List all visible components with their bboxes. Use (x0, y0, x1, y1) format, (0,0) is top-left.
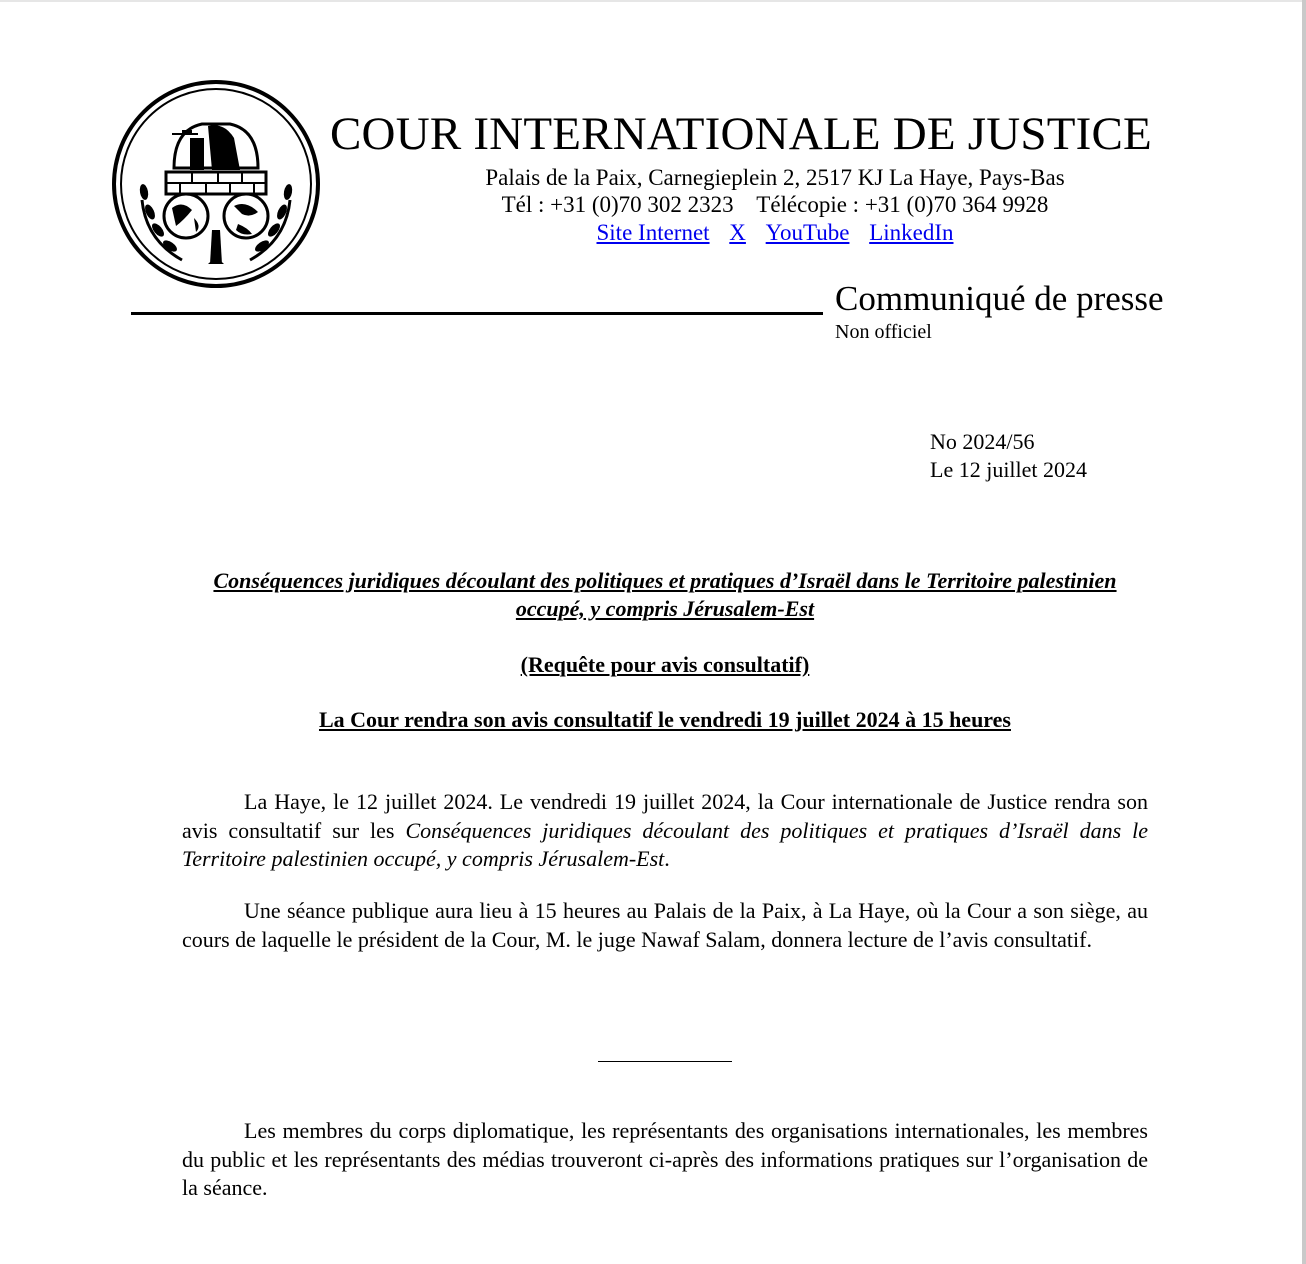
request-type: (Requête pour avis consultatif) (520, 652, 810, 677)
release-number: No 2024/56 (930, 429, 1035, 454)
paragraph-1 (182, 788, 1148, 874)
section-separator (598, 1061, 732, 1062)
release-date: Le 12 juillet 2024 (930, 457, 1088, 482)
press-release-title: Communiqué de presse (835, 279, 1164, 318)
link-site-internet[interactable]: Site Internet (596, 220, 710, 245)
press-release-subtitle: Non officiel (835, 321, 932, 343)
link-linkedin[interactable]: LinkedIn (869, 220, 954, 245)
reference-block (930, 428, 1087, 484)
court-address: Palais de la Paix, Carnegieplein 2, 2517 KJ La Haye, Pays-Bas (485, 165, 1065, 190)
paragraph-1-end: . (664, 846, 670, 871)
court-name: COUR INTERNATIONALE DE JUSTICE (330, 108, 1152, 160)
link-youtube[interactable]: YouTube (765, 220, 850, 245)
court-seal-logo (112, 80, 320, 288)
page-right-border (1302, 0, 1306, 1264)
paragraph-1-case-italic: Conséquences juridiques découlant des politiques et pratiques d’Israël dans le Territoire palestinien occupé, y compris Jérusalem-Est (182, 817, 1148, 871)
case-title: Conséquences juridiques découlant des politiques et pratiques d’Israël dans le Territoire palestinien occupé, y compris Jérusalem-Est (213, 568, 1117, 621)
court-phone-fax: Tél : +31 (0)70 302 2323 Télécopie : +31 (0)70 364 9928 (501, 192, 1049, 217)
headline: La Cour rendra son avis consultatif le vendredi 19 juillet 2024 à 15 heures (318, 707, 1011, 732)
paragraph-2: Une séance publique aura lieu à 15 heures au Palais de la Paix, à La Haye, où la Cour a son siège, au cours de laquelle le président de la Cour, M. le juge Nawaf Salam, donnera lecture de l’avis consultatif. (182, 898, 1148, 952)
paragraph-1-text: La Haye, le 12 juillet 2024. Le vendredi 19 juillet 2024, la Cour internationale de Justice rendra son avis consultatif sur les (182, 789, 1148, 843)
header-rule (131, 312, 823, 315)
social-links (430, 218, 1120, 247)
link-x[interactable]: X (729, 220, 746, 245)
paragraph-3: Les membres du corps diplomatique, les représentants des organisations internationales, les membres du public et les représentants des médias trouveront ci-après des informations pratiques sur l’organisation de la séance. (182, 1118, 1148, 1200)
page-top-border (0, 0, 1302, 2)
